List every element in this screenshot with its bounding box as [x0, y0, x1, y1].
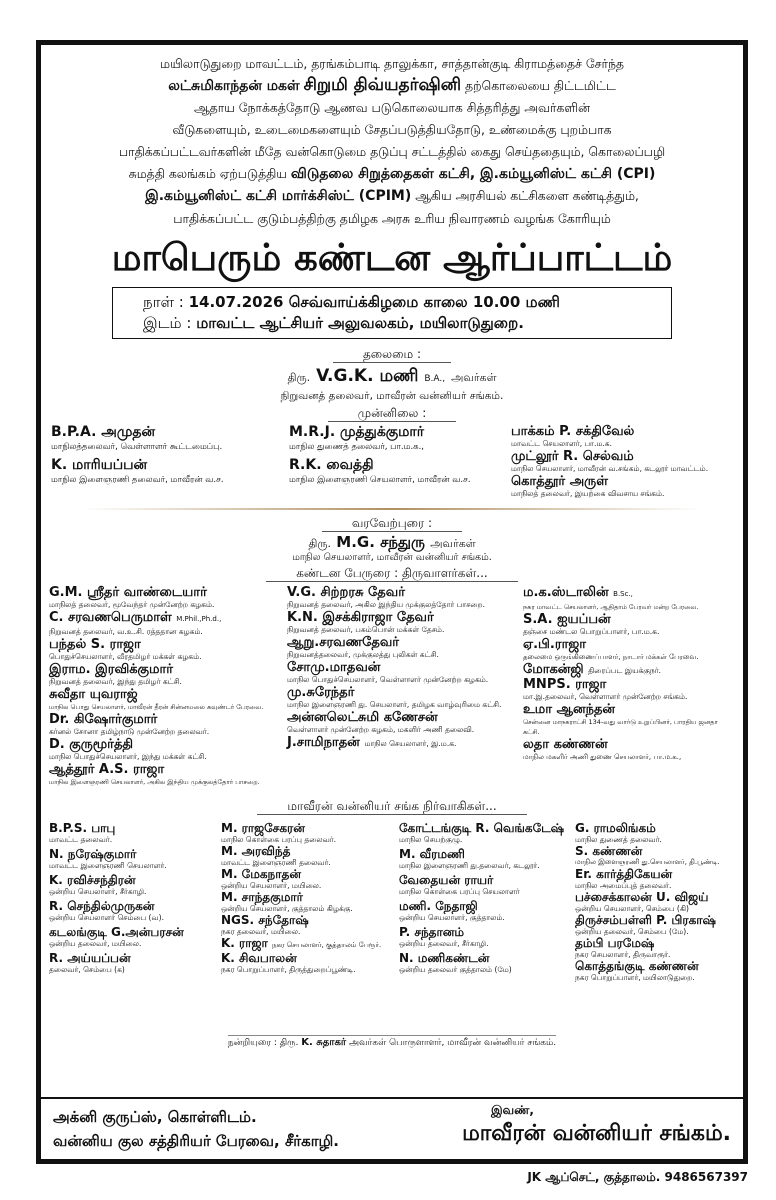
person-name: அன்னலெட்சுமி கணேசன் — [287, 709, 438, 725]
admin-item — [575, 821, 745, 844]
chair-name — [41, 365, 743, 390]
person-desc: மாநிலத்தலைவர், வெள்ளாளர் கூட்டமைப்பு. — [51, 441, 223, 452]
welcome-suffix: அவர்கள் — [430, 536, 476, 550]
thanks-label: நன்றியுரை : திரு. — [228, 1035, 298, 1048]
person-name: K.N. இசக்கிராஜா தேவர் — [287, 609, 434, 625]
speaker-item — [49, 662, 281, 687]
intro-line — [47, 75, 737, 98]
speaker-item — [523, 612, 745, 637]
person-name: Dr. கிஷோர்குமார் — [49, 711, 158, 727]
person-name: மணி. நேதாஜி — [399, 898, 478, 913]
admin-item — [575, 867, 745, 890]
presence-col-3 — [511, 424, 743, 499]
person-name: இராம. இரவிக்குமார் — [49, 661, 174, 677]
person-name: S. கண்ணன் — [575, 843, 643, 858]
section-speakers-heading — [41, 566, 743, 582]
main-headline: மாபெரும் கண்டன ஆர்ப்பாட்டம் — [111, 235, 673, 279]
event-date-row: நாள் : 14.07.2026 செவ்வாய்க்கிழமை காலை 10.00 மணி — [143, 292, 560, 311]
admins-col-3 — [399, 821, 571, 977]
speaker-item — [523, 585, 745, 612]
footer-band — [41, 1097, 743, 1159]
speaker-item — [523, 637, 745, 662]
admin-item — [49, 899, 217, 923]
person-desc: ஒன்றிய செயலாளர், குத்தாலம். — [399, 912, 505, 922]
person-desc: நிறுவனத் தலைவர், இந்து தமிழர் கட்சி. — [49, 676, 182, 686]
intro-line: பாதிக்கப்பட்ட குடும்பத்திற்கு தமிழக அரசு உரிய நிவாரணம் வழங்க கோரியும் — [173, 210, 611, 226]
footer-right — [411, 1103, 731, 1149]
event-place-row: இடம் : மாவட்ட ஆட்சியர் அலுவலகம், மயிலாடுதுறை. — [143, 313, 524, 332]
person-desc: மாநில இளைஞரணி செயலாளர், அகில இந்திய முக்குலத்தோர் பாசறை. — [49, 777, 260, 786]
admin-item — [399, 951, 571, 975]
person-desc: மாநில துணைத் தலைவர். — [575, 834, 662, 844]
speaker-item — [49, 687, 281, 712]
person-desc: நகர தலைவர், மயிலை. — [221, 926, 301, 936]
presence-item — [289, 457, 509, 486]
welcome-name — [41, 534, 743, 552]
person-desc: மாநில இளைஞரணி தலைவர், மாவீரன் வ.ச. — [51, 474, 224, 485]
person-desc: மாவட்ட தலைவர். — [49, 834, 113, 844]
person-name: K. ராஜா — [221, 935, 268, 950]
person-desc: மாநில இளைஞரணி து.தலைவர், கடலூர். — [399, 860, 540, 870]
person-name: திருச்சம்பள்ளி P. பிரகாஷ் — [575, 912, 716, 927]
admin-item — [575, 890, 745, 913]
person-desc: மாநில இளைஞரணி து. செயலாளர், தமிழக வாழ்வுரிமை கட்சி. — [287, 699, 502, 709]
intro-line: பாதிக்கப்பட்டவர்களின் மீதே வன்கொடுமை தடுப்பு சட்டத்தில் கைது செய்ததையும், கொலைப்பழி — [118, 143, 666, 159]
person-desc: ஒன்றிய செயலாளர், செம்பை (கி) — [575, 903, 689, 913]
person-desc: வெள்ளாளர் முன்னேற்ற கழகம், மகளிர் அணி தலைவி. — [287, 724, 475, 734]
intro-text: சுமத்தி கலங்கம் ஏற்படுத்திய — [128, 165, 287, 181]
person-desc: நகர செயலாளர், திருவாரூர். — [575, 949, 671, 959]
speaker-item — [523, 662, 745, 677]
speaker-item — [523, 737, 745, 762]
person-desc: மா.இ.தலைவர், வெள்ளாளர் முன்னேற்ற சங்கம். — [523, 691, 688, 701]
person-desc: மாவட்ட இளைஞரணி தலைவர். — [221, 857, 331, 867]
person-name: K. ரவிச்சந்திரன் — [49, 872, 136, 887]
person-desc: மாநில செயற்குழு. — [399, 834, 463, 844]
admins-col-2 — [221, 821, 393, 974]
person-name: மோகன்ஜி — [523, 661, 584, 677]
admin-item — [49, 873, 217, 897]
divider — [81, 508, 703, 510]
person-desc: ஒன்றிய செயலாளர், சீர்காழி. — [49, 886, 147, 896]
admin-item — [49, 925, 217, 949]
presence-item — [51, 424, 276, 453]
person-desc: நிறுவனத் தலைவர், அகில இந்திய முக்குலத்தோர் பாசறை. — [287, 599, 485, 609]
chair-desc: நிறுவனத் தலைவர், மாவீரன் வன்னியர் சங்கம். — [280, 389, 504, 402]
person-name: லதா கண்ணன் — [523, 736, 608, 752]
person-desc: மாநில பொதுச்செயலாளர், வெள்ளாளர் முன்னேற்ற கழகம். — [287, 674, 489, 684]
speaker-item — [287, 610, 517, 635]
speaker-item — [287, 685, 517, 710]
intro-paragraph — [41, 45, 743, 230]
person-desc: நகர மாவட்ட செயலாளர், ஆதிதாம் பேரவர் மன்ற பேரவை. — [523, 602, 699, 611]
person-desc: தலைமை ஒருங்கிணைப்பாளர், நாடார் மக்கள் பேரவை. — [523, 652, 699, 661]
person-name: உமா ஆனந்தன் — [523, 701, 616, 717]
person-name: R. அய்யப்பன் — [49, 950, 131, 965]
admin-item — [221, 936, 393, 951]
person-desc: மாநில மகளிர் அணி துணை செயலாளர், பா.ம.க., — [523, 752, 682, 761]
person-desc: தஞ்சை மண்டல பொறுப்பாளர், பா.ம.க. — [523, 626, 660, 636]
person-name: N. மணிகண்டன் — [399, 950, 490, 965]
section-welcome-heading — [41, 516, 743, 532]
person-desc: மாநில துணைத் தலைவர், பா.ம.க., — [289, 441, 425, 452]
presence-item — [289, 424, 509, 453]
admin-item — [221, 867, 393, 890]
person-name: K. சிவபாலன் — [221, 950, 297, 965]
person-desc: மாநில அமைப்புத் தலைவர். — [575, 880, 672, 890]
section-label: மாவீரன் வன்னியர் சங்க நிர்வாகிகள்... — [257, 799, 526, 815]
person-name: C. சரவணபெருமாள் — [49, 609, 172, 625]
person-name: பச்சைக்காலன் U. விஜய் — [575, 889, 709, 904]
person-name: Er. கார்த்திகேயன் — [575, 866, 673, 881]
intro-text: தற்கொலையை திட்டமிட்ட — [465, 77, 616, 93]
person-desc: மாநில பொது செயலாளர், மாவீரன் தீரன் சின்னமலை கவுண்டர் பேரவை. — [49, 702, 264, 711]
person-name: பாக்கம் P. சக்திவேல் — [511, 423, 635, 439]
person-name: ஆறு.சரவணதேவர் — [287, 634, 400, 650]
person-desc: நகர செயலாளர், குத்தாலம் பேரூர். — [271, 940, 382, 949]
person-name: வேதையன் ராயர் — [399, 872, 494, 887]
person-name: S.A. ஐயப்பன் — [523, 611, 611, 627]
person-desc: ஒன்றிய செயலாளர், மயிலை. — [221, 880, 322, 890]
admin-item — [399, 821, 571, 845]
welcome-desc: மாநில செயலாளர், மாவீரன் வன்னியர் சங்கம். — [292, 551, 492, 563]
person-name: பந்தல் S. ராஜா — [49, 636, 141, 652]
speaker-item — [49, 762, 281, 787]
date-label: நாள் — [143, 292, 174, 311]
welcome-name-text: M.G. சந்துரு — [336, 532, 425, 551]
person-name: D. குருமூர்த்தி — [49, 736, 134, 752]
person-desc: பொதுச்செயலாளர், வீரதமிழர் மக்கள் கழகம். — [49, 651, 202, 661]
person-name: B.P.A. அமுதன் — [51, 423, 156, 440]
speaker-item — [523, 702, 745, 737]
person-name: கோட்டங்குடி R. வெங்கடேஷ் — [399, 820, 565, 835]
person-name: M. ராஜசேகரன் — [221, 820, 305, 835]
admin-item — [49, 847, 217, 871]
person-desc: சென்னை மாநகராட்சி 134-வது வார்டு உறுப்பினர், பாரதிய ஜனதா கட்சி. — [523, 717, 718, 736]
intro-line: மயிலாடுதுறை மாவட்டம், தரங்கம்பாடி தாலுக்கா, சாத்தான்குடி கிராமத்தைச் சேர்ந்த — [160, 56, 624, 71]
person-name: V.G. சிற்றரசு தேவர் — [287, 584, 405, 600]
admin-item — [49, 821, 217, 845]
person-name: N. நரேஷ்குமார் — [49, 846, 137, 861]
person-name: கொத்தூர் அருள் — [511, 473, 608, 489]
footer-org-1: அக்னி குருப்ஸ், கொள்ளிடம். — [53, 1108, 257, 1126]
intro-parties: இ.கம்யூனிஸ்ட் கட்சி மார்க்சிஸ்ட் (CPIM) — [145, 188, 412, 205]
person-desc: ஒன்றிய தலைவர், மயிலை. — [49, 938, 142, 948]
person-name: B.P.S. பாபு — [49, 820, 116, 835]
person-name: M. வீரமணி — [399, 846, 465, 861]
welcome-prefix: திரு. — [308, 536, 332, 550]
admin-item — [221, 890, 393, 913]
person-name: M. மேகநாதன் — [221, 866, 301, 881]
welcome-block — [41, 534, 743, 564]
admin-item — [399, 899, 571, 923]
person-name: R.K. வைத்தி — [289, 456, 374, 473]
speakers-list — [41, 585, 743, 795]
person-name: கொத்தங்குடி கண்ணன் — [575, 958, 699, 973]
admin-item — [399, 847, 571, 871]
admin-item — [221, 951, 393, 974]
presence-list — [41, 424, 743, 500]
thanks-line — [41, 1037, 743, 1049]
person-name: கடலங்குடி G.அன்பரசன் — [49, 924, 184, 939]
presence-col-2 — [289, 424, 509, 490]
chair-prefix: திரு. — [287, 370, 311, 384]
person-desc: நகர பொறுப்பாளர், திருத்துறைப்பூண்டி. — [221, 964, 356, 974]
footer-signoff: இவண், — [491, 1103, 534, 1117]
person-desc: திரைப்பட இயக்குநர். — [588, 665, 662, 675]
person-desc: நிறுவனத்தலைவர், முக்குலத்து புலிகள் கட்சி. — [287, 649, 439, 659]
admin-item — [575, 844, 745, 867]
speaker-item — [287, 735, 517, 750]
speakers-col-3 — [523, 585, 745, 762]
person-desc: நிறுவனத் தலைவர், வ.உ.சி. ரத்ததான கழகம். — [49, 626, 203, 636]
presence-item — [511, 449, 743, 473]
person-name: ஆத்தூர் A.S. ராஜா — [49, 761, 165, 777]
person-desc: மாவட்ட இளைஞரணி செயலாளர். — [49, 860, 167, 870]
person-desc: ஒன்றிய தலைவர், சீர்காழி. — [399, 938, 489, 948]
admin-item — [399, 925, 571, 949]
person-desc: ஒன்றிய செயலாளர் செம்பை (வ). — [49, 912, 164, 922]
speaker-item — [49, 585, 281, 610]
footer-org-name: மாவீரன் வன்னியர் சங்கம். — [462, 1121, 731, 1146]
chair-suffix: அவர்கள் — [451, 370, 497, 384]
printer-imprint: JK ஆப்செட், குத்தாலம். 9486567397 — [527, 1170, 748, 1184]
person-desc: மாநில செயலாளர், இ.ம.க. — [364, 738, 457, 748]
person-name: J.சாமிநாதன் — [287, 734, 360, 750]
presence-col-1 — [51, 424, 276, 490]
section-label: முன்னிலை : — [328, 406, 457, 422]
admin-item — [221, 844, 393, 867]
person-desc: ஒன்றிய தலைவர், செம்பை (மே). — [575, 926, 689, 936]
admin-item — [575, 959, 745, 982]
intro-line: வீடுகளையும், உடைமைகளையும் சேதப்படுத்தியதோடு, உண்மைக்கு புறம்பாக — [172, 122, 612, 138]
person-name: P. சந்தானம் — [399, 924, 465, 939]
person-qual: M.Phil.,Ph.d., — [176, 614, 222, 623]
section-chair-heading — [41, 347, 743, 363]
intro-parties: விடுதலை சிறுத்தைகள் கட்சி, இ.கம்யூனிஸ்ட் கட்சி (CPI) — [290, 165, 656, 182]
thanks-name: K. சுதாகர் — [301, 1036, 347, 1048]
date-value: 14.07.2026 செவ்வாய்க்கிழமை காலை 10.00 மணி — [188, 292, 560, 311]
admin-item — [49, 951, 217, 975]
intro-text: ஆகிய அரசியல் கட்சிகளை கண்டித்தும், — [415, 188, 639, 204]
thanks-desc: அவர்கள் பொருளாளர், மாவீரன் வன்னியர் சங்கம். — [349, 1035, 556, 1048]
person-desc: கர்னல் சோனா தமிழ்நாடு முன்னேற்ற தலைவர். — [49, 726, 210, 736]
speaker-item — [287, 585, 517, 610]
section-label: கண்டன பேருரை : திருவாளர்கள்... — [266, 566, 518, 582]
thanks-box — [228, 1035, 556, 1048]
speaker-item — [49, 737, 281, 762]
section-presence-heading — [41, 406, 743, 422]
place-label: இடம் — [143, 313, 182, 332]
chair-block — [41, 365, 743, 402]
footer-left — [53, 1105, 433, 1153]
person-qual: B.Sc., — [613, 589, 633, 598]
person-name: MNPS. ராஜா — [523, 676, 607, 692]
presence-item — [511, 424, 743, 448]
speaker-item — [287, 710, 517, 735]
person-name: சோமு.மாதவன் — [287, 659, 381, 675]
presence-item — [51, 457, 276, 486]
intro-line — [47, 185, 737, 208]
person-name: M. சாந்தகுமார் — [221, 889, 303, 904]
person-desc: தலைவர், செம்பை (க) — [49, 964, 125, 974]
admin-item — [221, 821, 393, 844]
section-admins-heading — [41, 799, 743, 815]
person-name: G.M. ஸ்ரீதர் வாண்டையார் — [49, 584, 207, 600]
person-name: R. செந்தில்முருகன் — [49, 898, 155, 913]
person-desc: நிறுவனத் தலைவர், பசும்பொன் மக்கள் தேசம். — [287, 624, 445, 634]
person-desc: மாநில இளைஞரணி செயலாளர், மாவீரன் வ.ச. — [289, 474, 471, 485]
person-desc: ஒன்றிய செயலாளர், குத்தாலம் கிழக்கு. — [221, 903, 353, 913]
speaker-item — [49, 712, 281, 737]
person-name: ஏ.பி.ராஜா — [523, 636, 586, 652]
event-details-box — [112, 287, 672, 339]
person-name: NGS. சந்தோஷ் — [221, 912, 309, 927]
section-label: தலைமை : — [333, 347, 451, 363]
chair-qual: B.A., — [424, 373, 446, 384]
person-name: M.R.J. முத்துக்குமார் — [289, 423, 425, 440]
footer-org-2: வன்னிய குல சத்திரியர் பேரவை, சீர்காழி. — [53, 1132, 339, 1150]
speaker-item — [49, 610, 281, 637]
person-desc: மாநிலத் தலைவர், இயற்கை விவசாய சங்கம். — [511, 488, 665, 498]
admin-item — [399, 873, 571, 897]
section-label: வரவேற்புரை : — [322, 516, 462, 532]
admins-col-1 — [49, 821, 217, 977]
speakers-col-1 — [49, 585, 281, 787]
person-desc: மாநில பொதுச்செயலாளர், இந்து மக்கள் கட்சி. — [49, 751, 207, 761]
person-name: சுவீதா யுவராஜ் — [49, 686, 138, 702]
person-desc: நகர பொறுப்பாளர், மயிலாடுதுறை. — [575, 972, 695, 982]
speaker-item — [523, 677, 745, 702]
chair-name-text: V.G.K. மணி — [316, 365, 419, 386]
person-name: முட்லூர் R. செல்வம் — [511, 448, 634, 464]
person-name: M. அரவிந்த் — [221, 843, 291, 858]
speaker-item — [287, 635, 517, 660]
person-desc: மாவட்ட செயலாளர், பா.ம.க. — [511, 438, 612, 448]
admins-col-4 — [575, 821, 745, 982]
person-desc: மாநில செயலாளர், மாவீரன் வ.சங்கம், கடலூர் மாவட்டம். — [511, 463, 709, 473]
admin-item — [575, 913, 745, 936]
person-desc: மாநில கொள்கை பரப்பு தலைவர். — [221, 834, 337, 844]
admin-item — [221, 913, 393, 936]
intro-name-father: லட்சுமிகாந்தன் மகள் — [168, 77, 300, 94]
person-desc: ஒன்றிய தலைவர் குத்தாலம் (மே) — [399, 964, 512, 974]
intro-line: ஆதாய நோக்கத்தோடு ஆணவ படுகொலையாக சித்தரித்து அவர்களின் — [193, 100, 591, 116]
person-name: K. மாரியப்பன் — [51, 456, 148, 473]
speakers-col-2 — [287, 585, 517, 750]
protest-poster — [36, 40, 748, 1164]
admins-list — [41, 821, 743, 1027]
intro-name-girl: சிறுமி திவ்யதர்ஷினி — [303, 74, 462, 95]
intro-line — [47, 163, 737, 186]
person-desc: மாநில இளைஞரணி து.செயலாளர், தி.பூண்டி. — [575, 857, 720, 866]
person-name: மு.சுரேந்தர் — [287, 684, 355, 700]
person-desc: மாநிலத் தலைவர், மூவேந்தர் முன்னேற்ற கழகம். — [49, 599, 215, 609]
speaker-item — [287, 660, 517, 685]
person-desc: மாநில கொள்கை பரப்பு செயலாளர் — [399, 886, 520, 896]
speaker-item — [49, 637, 281, 662]
place-value: மாவட்ட ஆட்சியர் அலுவலகம், மயிலாடுதுறை. — [196, 313, 524, 332]
presence-item — [511, 474, 743, 498]
person-name: G. ராமலிங்கம் — [575, 820, 656, 835]
person-name: தம்பி பரமேஷ் — [575, 935, 655, 950]
person-name: ம.க.ஸ்டாலின் — [523, 584, 609, 600]
admin-item — [575, 936, 745, 959]
